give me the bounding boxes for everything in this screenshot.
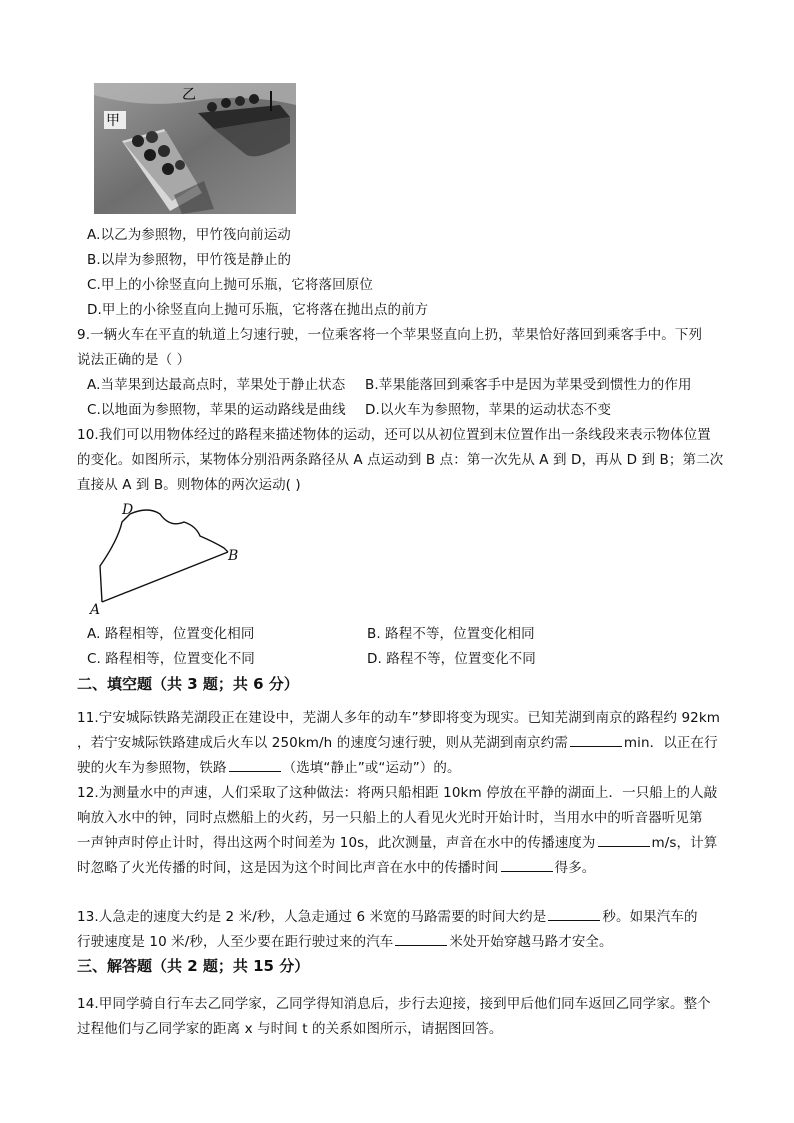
q11-blank-2[interactable] — [229, 759, 281, 772]
straight-path-ab — [102, 552, 228, 602]
q9-option-c: C.以地面为参照物，苹果的运动路线是曲线 — [87, 402, 346, 418]
q10-option-b: B. 路程不等，位置变化相同 — [367, 626, 535, 642]
section-fill-in-title: 二、填空题（共 3 题；共 6 分） — [77, 675, 299, 693]
q12-stem-line2: 响放入水中的钟，同时点燃船上的火药，另一只船上的人看见火光时开始计时，当用水中的听音器听见第 — [77, 810, 703, 826]
q13-blank-1[interactable] — [548, 908, 600, 921]
q13-blank-2[interactable] — [395, 933, 447, 946]
curved-path-adb — [100, 510, 228, 602]
q12-blank-1[interactable] — [598, 834, 650, 847]
q10-option-d: D. 路程不等，位置变化不同 — [367, 651, 536, 667]
q12-stem-line1: 12.为测量水中的声速，人们采取了这种做法：将两只船相距 10km 停放在平静的湖面上．一只船上的人敲 — [77, 785, 718, 801]
section-answer-title: 三、解答题（共 2 题；共 15 分） — [77, 957, 310, 975]
q9-option-a: A.当苹果到达最高点时，苹果处于静止状态 — [87, 377, 346, 393]
q12-blank-2[interactable] — [501, 859, 553, 872]
q12-stem-line3: 一声钟声时停止计时，得出这两个时间差为 10s，此次测量，声音在水中的传播速度为 m/s，计算 — [77, 835, 718, 851]
q10-option-c: C. 路程相等，位置变化不同 — [87, 651, 255, 667]
q11-stem-line3: 驶的火车为参照物，铁路 （选填“静止”或“运动”）的。 — [77, 760, 461, 776]
q10-stem-line1: 10.我们可以用物体经过的路程来描述物体的运动，还可以从初位置到末位置作出一条线段来表示物体位置 — [77, 427, 711, 443]
point-b-label: B — [228, 548, 239, 564]
q11-stem-line2: ，若宁安城际铁路建成后火车以 250km/h 的速度匀速行驶，则从芜湖到南京约需 min．以正在行 — [77, 735, 718, 751]
q14-stem-line1: 14.甲同学骑自行车去乙同学家，乙同学得知消息后，步行去迎接，接到甲后他们同车返回乙同学家。整个 — [77, 996, 711, 1012]
q14-stem-line2: 过程他们与乙同学家的距离 x 与时间 t 的关系如图所示，请据图回答。 — [77, 1021, 503, 1037]
q8-option-b: B.以岸为参照物，甲竹筏是静止的 — [87, 252, 292, 268]
q13-stem-line2: 行驶速度是 10 米/秒，人至少要在距行驶过来的汽车 米处开始穿越马路才安全。 — [77, 934, 613, 950]
q9-option-b: B.苹果能落回到乘客手中是因为苹果受到惯性力的作用 — [365, 377, 692, 393]
q9-stem-line2: 说法正确的是（ ） — [77, 352, 191, 368]
photo-label-yi: 乙 — [182, 87, 196, 103]
q8-option-a: A.以乙为参照物，甲竹筏向前运动 — [87, 227, 291, 243]
q11-stem-line1: 11.宁安城际铁路芜湖段正在建设中，芜湖人多年的动车”梦即将变为现实。已知芜湖到南京的路程约 92km — [77, 710, 720, 726]
q10-stem-line3: 直接从 A 到 B。则物体的两次运动( ) — [77, 477, 301, 493]
point-d-label: D — [122, 502, 134, 518]
q10-option-a: A. 路程相等，位置变化相同 — [87, 626, 255, 642]
q9-option-d: D.以火车为参照物，苹果的运动状态不变 — [365, 402, 612, 418]
point-a-label: A — [90, 602, 101, 618]
photo-label-jia: 甲 — [106, 113, 120, 129]
path-diagram — [88, 500, 248, 618]
q13-stem-line1: 13.人急走的速度大约是 2 米/秒，人急走通过 6 米宽的马路需要的时间大约是 秒。如果汽车的 — [77, 909, 698, 925]
q10-stem-line2: 的变化。如图所示，某物体分别沿两条路径从 A 点运动到 B 点：第一次先从 A 到 D，再从 D 到 B；第二次 — [77, 452, 724, 468]
rafts-photo — [94, 83, 296, 214]
q11-blank-1[interactable] — [570, 734, 622, 747]
q8-option-d: D.甲上的小徐竖直向上抛可乐瓶，它将落在抛出点的前方 — [87, 302, 429, 318]
q9-stem-line1: 9.一辆火车在平直的轨道上匀速行驶，一位乘客将一个苹果竖直向上扔，苹果恰好落回到乘客手中。下列 — [77, 327, 703, 343]
q8-option-c: C.甲上的小徐竖直向上抛可乐瓶，它将落回原位 — [87, 277, 373, 293]
q12-stem-line4: 时忽略了火光传播的时间，这是因为这个时间比声音在水中的传播时间 得多。 — [77, 860, 596, 876]
